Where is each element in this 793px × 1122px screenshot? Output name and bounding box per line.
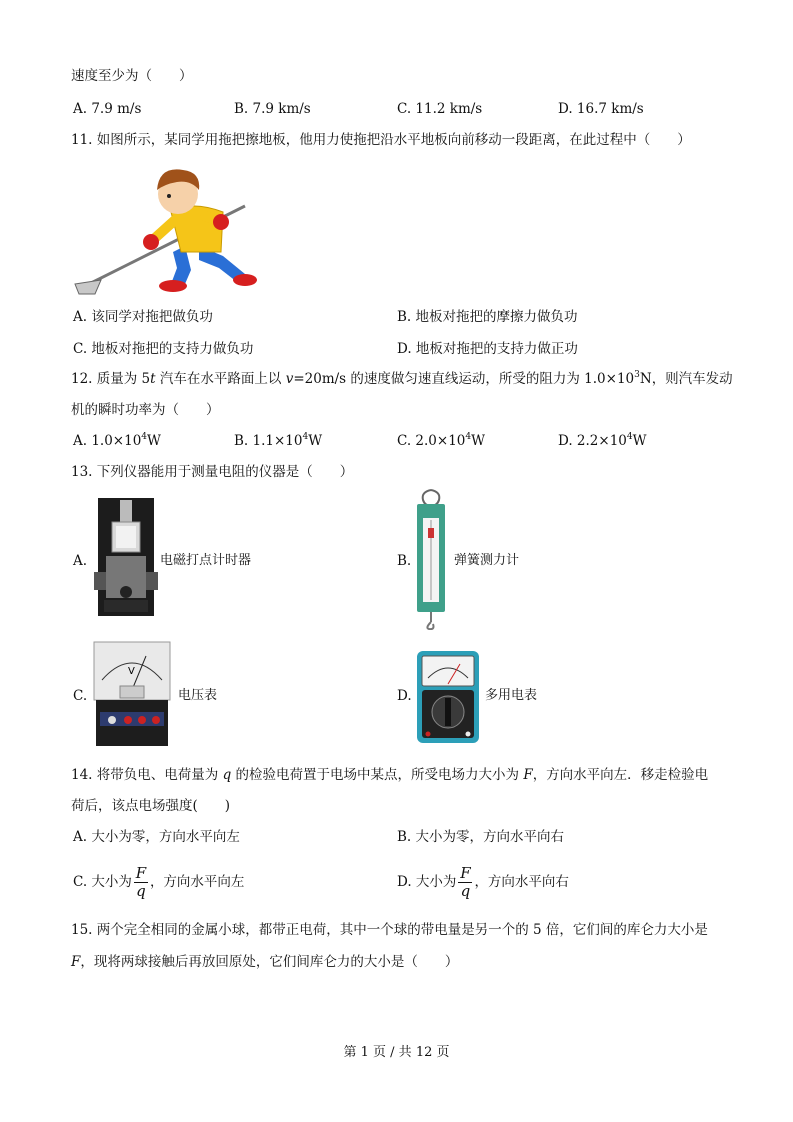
spring-scale-image bbox=[413, 488, 449, 630]
q12-stem-line2: 机的瞬时功率为（ ） bbox=[71, 402, 220, 418]
q14-option-b: B. 大小为零，方向水平向右 bbox=[397, 829, 565, 845]
q13-option-c-letter: C. bbox=[73, 688, 88, 704]
q10-option-c: C. 11.2 km/s bbox=[397, 101, 483, 117]
q13-option-b-label: 弹簧测力计 bbox=[454, 553, 520, 568]
q12-option-a: A. $1.0\times 10^4W$ bbox=[73, 432, 161, 449]
q15-stem-line2: F，现将两球接触后再放回原处，它们间库仑力的大小是（ ） bbox=[71, 954, 459, 970]
voltmeter-mark: V bbox=[128, 666, 135, 677]
q10-option-b: B. 7.9 km/s bbox=[234, 101, 311, 117]
q12-option-b: B. $1.1\times 10^4W$ bbox=[234, 432, 323, 449]
q11-option-b: B. 地板对拖把的摩擦力做负功 bbox=[397, 309, 578, 325]
page-footer: 第 1 页 / 共 12 页 bbox=[343, 1045, 450, 1060]
ticker-timer-image bbox=[94, 496, 158, 618]
q14-option-c: C. 大小为 $\frac{F}{q}$ ，方向水平向左 bbox=[73, 864, 245, 900]
multimeter-image bbox=[416, 650, 480, 744]
q10-option-d: D. 16.7 km/s bbox=[558, 101, 644, 117]
q13-option-a-label: 电磁打点计时器 bbox=[160, 553, 252, 568]
q13-option-d-letter: D. bbox=[397, 688, 412, 704]
q12-stem-line1: 12. 质量为 5t 汽车在水平路面上以 v=20m/s 的速度做匀速直线运动，所受的阻力为 $1.0\times 10^3N$，则汽车发动 bbox=[71, 370, 733, 387]
q12-option-c: C. $2.0\times 10^4W$ bbox=[397, 432, 486, 449]
q13-option-c-label: 电压表 bbox=[178, 688, 218, 703]
voltmeter-image bbox=[92, 640, 172, 750]
q14-stem-line1: 14. 将带负电、电荷量为 q 的检验电荷置于电场中某点，所受电场力大小为 F，方向水平向左．移走检验电 bbox=[71, 767, 709, 783]
q15-stem-line1: 15. 两个完全相同的金属小球，都带正电荷，其中一个球的带电量是另一个的 5 倍，它们间的库仑力大小是 bbox=[71, 922, 708, 938]
q14-stem-line2: 荷后，该点电场强度( ) bbox=[71, 798, 231, 814]
q10-stem-tail: 速度至少为（ ） bbox=[71, 68, 193, 84]
q13-stem: 13. 下列仪器能用于测量电阻的仪器是（ ） bbox=[71, 464, 354, 480]
q13-option-b-letter: B. bbox=[397, 553, 412, 569]
fraction-f-over-q: $\frac{F}{q}$ bbox=[460, 864, 471, 900]
q10-option-a: A. 7.9 m/s bbox=[73, 101, 142, 117]
q11-option-c: C. 地板对拖把的支持力做负功 bbox=[73, 341, 254, 357]
fraction-f-over-q: $\frac{F}{q}$ bbox=[135, 864, 147, 900]
q14-option-a: A. 大小为零，方向水平向左 bbox=[73, 829, 240, 845]
q13-option-a-letter: A. bbox=[73, 553, 88, 569]
q11-stem: 11. 如图所示，某同学用拖把擦地板，他用力使拖把沿水平地板向前移动一段距离，在此过程中（ ） bbox=[71, 132, 691, 148]
q11-option-a: A. 该同学对拖把做负功 bbox=[73, 309, 213, 325]
mop-boy-illustration bbox=[73, 160, 263, 298]
q11-option-d: D. 地板对拖把的支持力做正功 bbox=[397, 341, 578, 357]
q12-option-d: D. $2.2\times 10^4W$ bbox=[558, 432, 647, 449]
q14-option-d: D. 大小为 $\frac{F}{q}$ ，方向水平向右 bbox=[397, 864, 569, 900]
q13-option-d-label: 多用电表 bbox=[485, 688, 538, 703]
